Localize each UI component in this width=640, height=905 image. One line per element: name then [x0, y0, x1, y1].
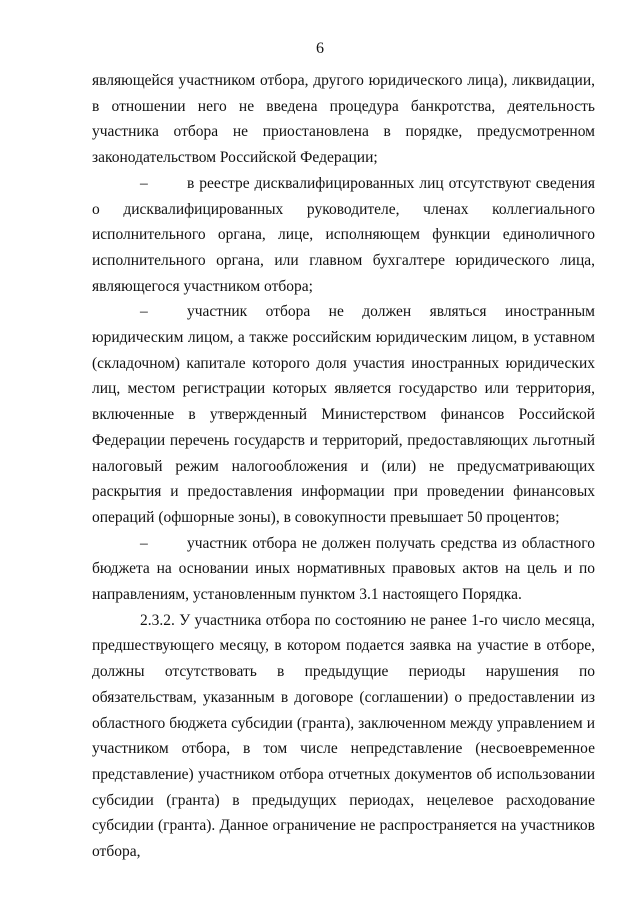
- list-dash: –: [140, 534, 148, 552]
- list-dash: –: [140, 303, 148, 321]
- paragraph-continuation: являющейся участником отбора, другого юридического лица), ликвидации, в отношении него не введена процедура банкротства, деятельность участника отбора не приостановлена в порядке, предусмотренном законодательством Российской Федерации;: [92, 72, 595, 167]
- list-item-disqualified-registry: [92, 171, 595, 300]
- list-item-text: участник отбора не должен являться иностранным юридическим лицом, а также российским юридическим лицом, в уставном (складочном) капитале которого доля участия иностранных юридических лиц, местом регистрации которых является государство или территория, включенные в утвержденный Министерством финансов Российской Федерации перечень государств и территорий, предоставляющих льготный налоговый режим налогообложения и (или) не предусматривающих раскрытия и предоставления информации при проведении финансовых операций (офшорные зоны), в совокупности превышает 50 процентов;: [92, 303, 595, 526]
- list-item-budget-funds: [92, 531, 595, 608]
- list-item-text: участник отбора не должен получать средства из областного бюджета на основании иных нормативных правовых актов на цель и по направлениям, установленным пунктом 3.1 настоящего Порядка.: [92, 534, 595, 604]
- list-item-foreign-entity: [92, 299, 595, 530]
- list-item-text: в реестре дисквалифицированных лиц отсутствуют сведения о дисквалифицированных руководителе, членах коллегиального исполнительного органа, лице, исполняющем функции единоличного исполнительного органа, или главном бухгалтере юридического лица, являющегося участником отбора;: [92, 174, 595, 295]
- document-body: [92, 68, 595, 865]
- list-dash: –: [140, 174, 148, 192]
- page-number: 6: [316, 40, 324, 57]
- paragraph-2-3-2: 2.3.2. У участника отбора по состоянию не ранее 1-го число месяца, предшествующего месяцу, в котором подается заявка на участие в отборе, должны отсутствовать в предыдущие периоды нарушения по обязательствам, указанным в договоре (соглашении) о предоставлении из областного бюджета субсидии (гранта), заключенном между управлением и участником отбора, в том числе непредставление (несвоевременное представление) участником отбора отчетных документов об использовании субсидии (гранта) в предыдущих периодах, нецелевое расходование субсидии (гранта). Данное ограничение не распространяется на участников отбора,: [92, 611, 595, 861]
